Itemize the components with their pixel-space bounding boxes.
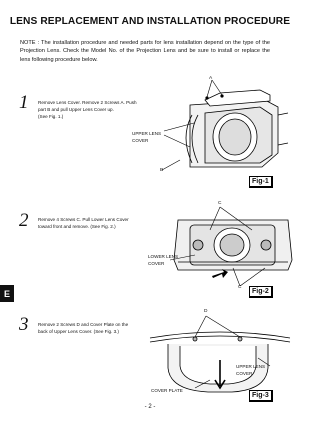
figure-1-illustration: [150, 75, 290, 185]
step-1-text: [38, 99, 163, 120]
step-2-line-2: toward front and remove. (See Fig. 2.): [38, 224, 116, 229]
page-number: - 2 -: [144, 404, 156, 410]
section-tab-e: E: [0, 285, 14, 302]
fig2-part-label-line-2: COVER: [148, 260, 165, 266]
fig2-tag: Fig-2: [249, 286, 273, 298]
step-1-line-3: (See Fig. 1.): [38, 114, 64, 119]
fig2-callout-c-top: C: [218, 201, 222, 206]
step-1-number: 1: [19, 92, 29, 113]
step-1-line-2: part B and pull Upper Lens Cover up.: [38, 107, 114, 112]
step-1-line-1: Remove Lens Cover. Remove 2 Screws A. Push: [38, 100, 137, 105]
fig3-plate-label: COVER PLATE: [151, 388, 183, 393]
step-3-line-1: Remove 2 Screws D and Cover Plate on the: [38, 322, 129, 327]
fig1-callout-b: B: [160, 168, 164, 173]
page-title: LENS REPLACEMENT AND INSTALLATION PROCEDURE: [9, 16, 291, 27]
fig1-tag: Fig-1: [249, 176, 273, 188]
fig2-part-label-line-1: LOWER LENS: [148, 254, 179, 259]
fig3-part-label-line-2: COVER: [236, 370, 253, 376]
figure-2-illustration: [170, 200, 295, 295]
fig1-part-label-line-1: UPPER LENS: [132, 131, 162, 136]
step-2-number: 2: [19, 210, 29, 231]
fig3-part-label: [236, 364, 265, 377]
fig2-part-label: [148, 254, 178, 267]
fig3-part-label-line-1: UPPER LENS: [236, 364, 266, 369]
step-3-number: 3: [19, 314, 29, 335]
step-3-line-2: back of Upper Lens Cover. (See Fig. 3.): [38, 329, 119, 334]
fig2-callout-c-bottom: C: [238, 285, 242, 290]
fig1-part-label-line-2: COVER: [132, 137, 149, 143]
fig1-callout-a: A: [209, 76, 213, 81]
fig1-part-label: [132, 131, 161, 144]
note-paragraph: NOTE : The installation procedure and needed parts for lens installation depend on the type of the Projection Lens. Check the Model No. of the Projection Lens and be sure to install or replace the lens following procedure below.: [20, 40, 270, 63]
fig3-tag: Fig-3: [249, 390, 273, 402]
figure-3-illustration: [140, 308, 295, 400]
fig3-callout-d: D: [204, 309, 208, 314]
step-2-text: [38, 216, 163, 230]
step-2-line-1: Remove 4 Screws C. Pull Lower Lens Cover: [38, 217, 129, 222]
